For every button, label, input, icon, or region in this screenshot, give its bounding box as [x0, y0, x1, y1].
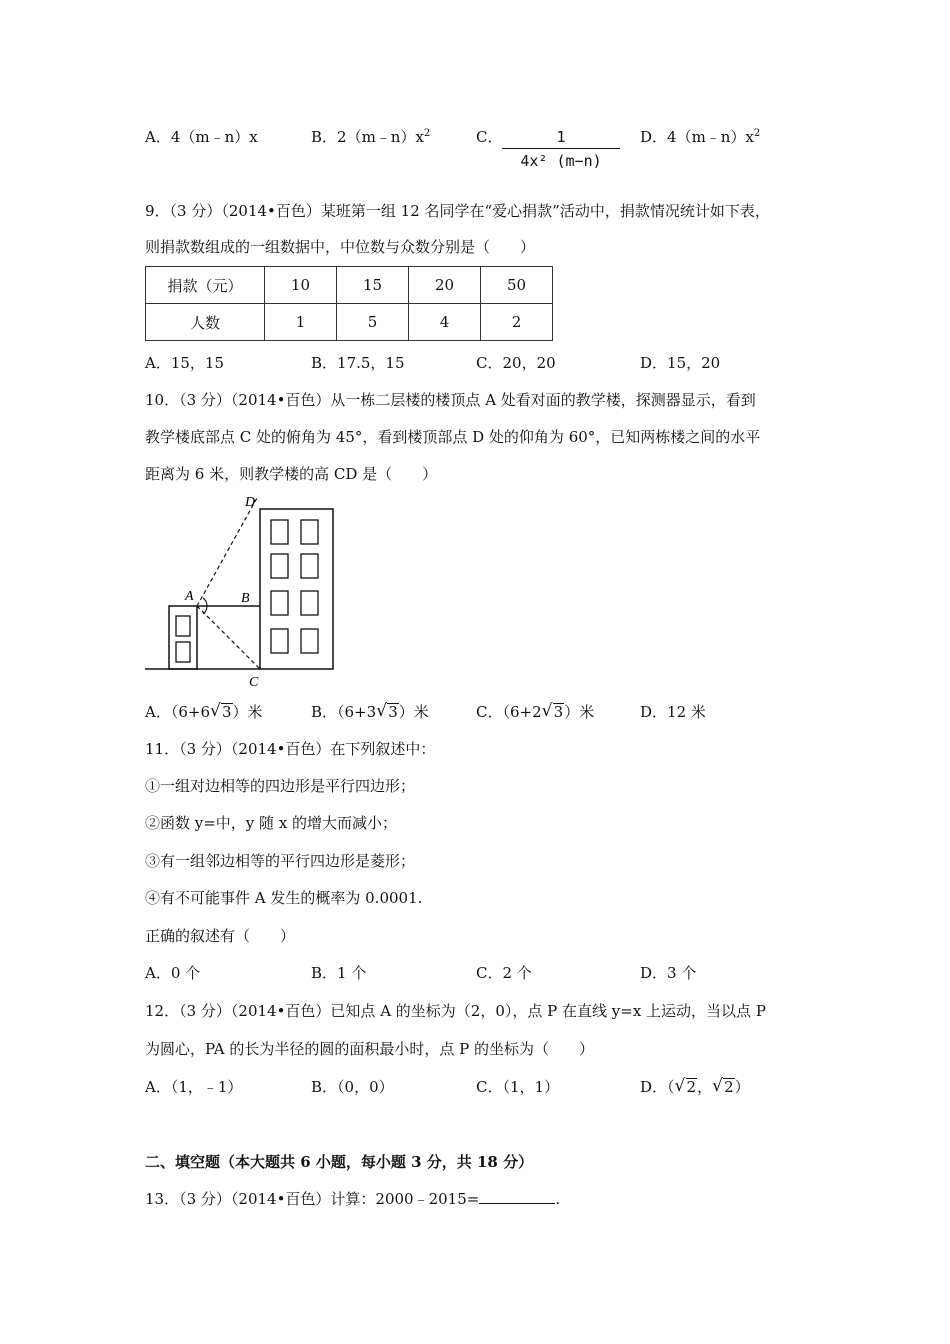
- q12-option-d: [640, 1076, 750, 1097]
- radical-sign: √: [376, 701, 388, 721]
- table-cell: 捐款（元）: [146, 267, 265, 304]
- tall-building-window: [271, 520, 288, 544]
- table-cell: 1: [265, 304, 337, 341]
- tall-building-window: [301, 520, 318, 544]
- q12-option-b: B．（0，0）: [311, 1078, 394, 1096]
- option-pre: （6+6: [170, 703, 210, 721]
- q8-option-a: A．4（m﹣n）x: [145, 128, 258, 146]
- sqrt-symbol: [376, 703, 399, 721]
- angle-arc-depression: [203, 606, 207, 614]
- q11-option-c: C．2 个: [476, 964, 532, 982]
- table-row: [146, 267, 553, 304]
- angle-arc-elevation: [203, 598, 207, 606]
- sqrt-symbol: [712, 1078, 735, 1096]
- option-label: D．: [640, 1078, 668, 1096]
- q8-option-b: [311, 126, 430, 147]
- sight-line-ac: [197, 606, 260, 669]
- option-post: ）米: [564, 703, 595, 721]
- q9-stem-line2: 则捐款数组成的一组数据中，中位数与众数分别是（ ）: [145, 238, 536, 256]
- comma: ，: [697, 1078, 713, 1096]
- q8-option-c-label: C．: [476, 128, 503, 146]
- section-title-fill-in: 二、填空题（本大题共 6 小题，每小题 3 分，共 18 分）: [145, 1153, 534, 1171]
- tall-building-window: [271, 629, 288, 653]
- q10-option-d: [640, 701, 706, 722]
- tall-building-window: [271, 554, 288, 578]
- tall-building-window: [271, 591, 288, 615]
- q11-item-1: ①一组对边相等的四边形是平行四边形；: [145, 777, 416, 795]
- q11-stem-end: 正确的叙述有（ ）: [145, 927, 296, 945]
- table-cell: 4: [409, 304, 481, 341]
- q11-option-d: D．3 个: [640, 964, 697, 982]
- q13-text: 13．（3 分）（2014•百色）计算：2000﹣2015=: [145, 1190, 480, 1208]
- option-label: B．: [311, 703, 338, 721]
- small-building-window: [176, 616, 190, 636]
- radical-sign: √: [712, 1076, 723, 1096]
- label-c: C: [249, 675, 259, 690]
- q9-option-d: D．15，20: [640, 354, 721, 372]
- table-cell: 5: [337, 304, 409, 341]
- table-cell: 2: [481, 304, 553, 341]
- q11-option-b: B．1 个: [311, 964, 367, 982]
- option-label: D．: [640, 703, 668, 721]
- option-pre: （6+2: [502, 703, 542, 721]
- radicand: 3: [553, 703, 564, 721]
- q9-option-b: B．17.5，15: [311, 354, 405, 372]
- sqrt-symbol: [542, 703, 565, 721]
- q12-stem-line2: 为圆心，PA 的长为半径的圆的面积最小时，点 P 的坐标为（ ）: [145, 1040, 594, 1058]
- q11-item-4: ④有不可能事件 A 发生的概率为 0.0001.: [145, 889, 423, 907]
- sight-line-ad: [197, 498, 257, 606]
- q9-stem-line1: 9．（3 分）（2014•百色）某班第一组 12 名同学在“爱心捐款”活动中，捐款情况统计如下表，: [145, 202, 770, 220]
- label-b: B: [241, 591, 250, 606]
- q11-item-2: ②函数 y=中，y 随 x 的增大而减小；: [145, 814, 398, 832]
- q8-option-c-fraction: [502, 128, 620, 170]
- tall-building-window: [301, 554, 318, 578]
- label-a: A: [185, 589, 194, 604]
- q11-option-a: A．0 个: [145, 964, 201, 982]
- option-label: A．: [145, 703, 171, 721]
- table-cell: 10: [265, 267, 337, 304]
- q8-option-b-exponent: 2: [423, 128, 431, 139]
- q12-option-c: C．（1，1）: [476, 1078, 560, 1096]
- radicand: 3: [388, 703, 398, 721]
- q10-stem-line2: 教学楼底部点 C 处的俯角为 45°，看到楼顶部点 D 处的仰角为 60°，已知两栋楼之间的水平: [145, 428, 761, 446]
- sqrt-symbol: [675, 1078, 698, 1096]
- q10-building-figure: [145, 492, 345, 692]
- q10-stem-line3: 距离为 6 米，则教学楼的高 CD 是（ ）: [145, 465, 438, 483]
- table-cell: 15: [337, 267, 409, 304]
- table-row: [146, 304, 553, 341]
- q8-option-d: [640, 126, 760, 147]
- paren-open: （: [667, 1078, 675, 1096]
- q8-option-d-exponent: 2: [753, 128, 761, 139]
- q8-option-b-text: B．2（m﹣n）x: [311, 128, 424, 146]
- radical-sign: √: [674, 1076, 686, 1096]
- q9-option-a: A．15，15: [145, 354, 225, 372]
- paren-close: ）: [734, 1078, 750, 1096]
- q10-option-a: [145, 701, 263, 722]
- answer-blank: [479, 1189, 555, 1204]
- tall-building-window: [301, 591, 318, 615]
- option-text: 12 米: [667, 703, 706, 721]
- q10-option-b: [311, 701, 429, 722]
- option-post: ）米: [232, 703, 263, 721]
- fraction-numerator: 1: [556, 128, 566, 146]
- option-post: ）米: [398, 703, 429, 721]
- q9-donation-table: [145, 266, 553, 341]
- radicand: 3: [222, 703, 232, 721]
- fraction-bar: [502, 148, 620, 149]
- q13-end: .: [555, 1190, 561, 1208]
- q12-option-a: A．（1，﹣1）: [145, 1078, 243, 1096]
- fraction-denominator: 4x² (m−n): [520, 152, 602, 170]
- tall-building-window: [301, 629, 318, 653]
- radicand: 2: [724, 1078, 734, 1096]
- radicand: 2: [686, 1078, 697, 1096]
- radical-sign: √: [541, 701, 553, 721]
- table-cell: 人数: [146, 304, 265, 341]
- q12-stem-line1: 12．（3 分）（2014•百色）已知点 A 的坐标为（2，0），点 P 在直线 y=x 上运动，当以点 P: [145, 1002, 766, 1020]
- option-label: C．: [476, 703, 503, 721]
- small-building-window: [176, 642, 190, 662]
- q10-stem-line1: 10．（3 分）（2014•百色）从一栋二层楼的楼顶点 A 处看对面的教学楼，探测器显示，看到: [145, 391, 756, 409]
- q8-option-d-text: D．4（m﹣n）x: [640, 128, 754, 146]
- q10-option-c: [476, 701, 594, 722]
- q11-stem: 11．（3 分）（2014•百色）在下列叙述中：: [145, 740, 436, 758]
- sqrt-symbol: [210, 703, 233, 721]
- q11-item-3: ③有一组邻边相等的平行四边形是菱形；: [145, 852, 416, 870]
- label-d: D: [245, 495, 256, 510]
- table-cell: 50: [481, 267, 553, 304]
- q13-stem: [145, 1188, 560, 1209]
- q9-option-c: C．20，20: [476, 354, 556, 372]
- option-pre: （6+3: [337, 703, 377, 721]
- radical-sign: √: [210, 701, 221, 721]
- table-cell: 20: [409, 267, 481, 304]
